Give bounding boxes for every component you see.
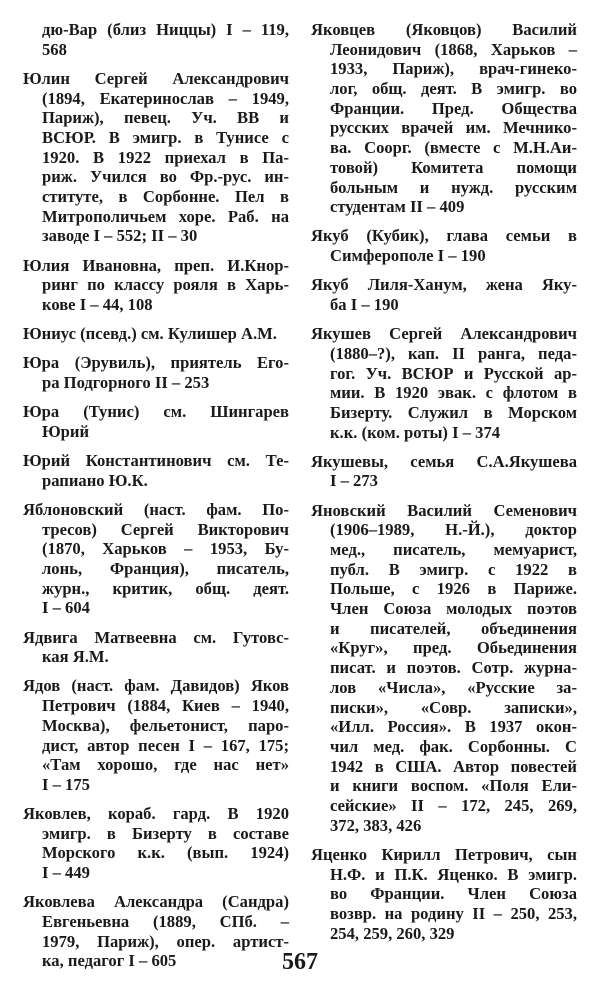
entry-line: I – 273 (330, 471, 378, 491)
entry-line: ва. Соорг. (вместе с М.Н.Аи- (330, 138, 577, 158)
entry-line: Юрий Константинович см. Те- (23, 451, 289, 471)
index-entry (23, 324, 289, 344)
index-entry (311, 501, 577, 836)
entry-line: лонь, Франция), писатель, (42, 559, 289, 578)
index-entry (311, 20, 577, 217)
index-entry (23, 402, 289, 441)
entry-line: Юлия Ивановна, преп. И.Кнор- (23, 255, 289, 275)
entry-line: во Франции. Член Союза (330, 884, 577, 904)
entry-line: I – 449 (42, 863, 90, 883)
entry-line: Симферополе I – 190 (330, 246, 486, 266)
entry-line: Юлин Сергей Александрович (23, 68, 289, 88)
entry-line: Москва), фельетонист, паро- (42, 715, 289, 735)
entry-line: Петрович (1884, Киев – 1940, (42, 696, 289, 716)
entry-line: Польше, с 1926 в Париже. (330, 579, 577, 599)
entry-line: ституте, в Сорбонне. Пел в (42, 187, 289, 206)
entry-line: 254, 259, 260, 329 (330, 923, 455, 943)
entry-line: риж. Учился во Фр.-рус. ин- (42, 167, 289, 187)
entry-line: 1920. В 1922 приехал в Па- (42, 147, 289, 167)
entry-line: 1979, Париж), опер. артист- (42, 931, 289, 951)
entry-line: ба I – 190 (330, 294, 399, 314)
entry-line: Яблоновский (наст. фам. По- (23, 499, 289, 519)
entry-line: 372, 383, 426 (330, 815, 422, 835)
entry-line: (1894, Екатеринослав – 1949, (42, 88, 289, 108)
entry-line: I – 604 (42, 598, 90, 618)
index-entry (311, 452, 577, 491)
entry-line: Ядвига Матвеевна см. Гутовс- (23, 627, 289, 647)
entry-line: Юра (Эрувиль), приятель Его- (23, 353, 289, 373)
entry-line: Юрий (42, 421, 90, 441)
entry-line: ра Подгорного II – 253 (42, 373, 210, 392)
entry-line: мед., писатель, мемуарист, (330, 540, 577, 559)
index-entry (23, 676, 289, 794)
index-entry (311, 845, 577, 943)
index-entry (23, 500, 289, 618)
entry-line: больным и нужд. русским (330, 177, 577, 197)
entry-line: тресов) Сергей Викторович (42, 519, 289, 539)
entry-line: «Там хорошо, где нас нет» (42, 755, 289, 775)
index-entry (311, 226, 577, 265)
entry-line: «Илл. Россия». В 1937 окон- (330, 717, 577, 737)
entry-line: Леонидович (1868, Харьков – (330, 39, 577, 59)
entry-line: Н.Ф. и П.К. Яценко. В эмигр. (330, 864, 577, 884)
entry-line: кове I – 44, 108 (42, 294, 153, 314)
entry-line: Член Союза молодых поэтов (330, 599, 577, 619)
entry-line: ВСЮР. В эмигр. в Тунисе с (42, 127, 289, 147)
entry-line: (1880–?), кап. II ранга, педа- (330, 343, 577, 363)
entry-line: I – 175 (42, 774, 90, 794)
entry-line: Яценко Кирилл Петрович, сын (311, 844, 577, 864)
entry-line: Митрополичьем хоре. Раб. на (42, 206, 289, 226)
entry-line: Яковлева Александра (Сандра) (23, 892, 289, 912)
entry-line: 1933, Париж), врач-гинеко- (330, 59, 577, 79)
page-number: 567 (282, 949, 318, 975)
entry-line: писат. и поэтов. Сотр. журна- (330, 658, 577, 678)
entry-line: Якуб (Кубик), глава семьи в (311, 226, 577, 246)
index-entry (23, 628, 289, 667)
index-entry (23, 451, 289, 490)
entry-line: рапиано Ю.К. (42, 470, 148, 490)
entry-line: русских врачей им. Мечнико- (330, 118, 577, 138)
left-column (23, 20, 289, 981)
entry-line: Юниус (псевд.) см. Кулишер А.М. (23, 324, 277, 344)
entry-line: писки», «Совр. записки», (330, 697, 577, 717)
entry-line: Ядов (наст. фам. Давидов) Яков (23, 676, 289, 696)
entry-line: Яновский Василий Семенович (311, 500, 577, 520)
entry-line: и книги воспом. «Поля Ели- (330, 776, 577, 796)
entry-line: лог, общ. деят. В эмигр. во (330, 79, 577, 99)
entry-line: Якуб Лиля-Ханум, жена Яку- (311, 275, 577, 295)
entry-line: Яковцев (Яковцов) Василий (311, 20, 577, 39)
entry-line: дист, автор песен I – 167, 175; (42, 735, 289, 755)
entry-line: «Круг», пред. Обьединения (330, 638, 577, 658)
entry-line: Бизерту. Служил в Морском (330, 402, 577, 422)
entry-line: лов «Числа», «Русские за- (330, 677, 577, 697)
index-entry (23, 20, 289, 59)
index-entry (311, 275, 577, 314)
entry-line: Якушев Сергей Александрович (311, 324, 577, 344)
entry-line: товой) Комитета помощи (330, 157, 577, 177)
entry-line: студентам II – 409 (330, 197, 465, 217)
right-column (311, 20, 577, 953)
entry-line: Юра (Тунис) см. Шингарев (23, 402, 289, 422)
entry-line: журн., критик, общ. деят. (42, 578, 289, 598)
entry-line: Морского к.к. (вып. 1924) (42, 843, 289, 863)
entry-line: публ. В эмигр. с 1922 в (330, 559, 577, 579)
index-entry (311, 324, 577, 442)
entry-line: Париж), певец. Уч. ВВ и (42, 108, 289, 128)
entry-line: заводе I – 552; II – 30 (42, 226, 198, 246)
index-entry (23, 804, 289, 883)
entry-line: (1906–1989, Н.-Й.), доктор (330, 520, 577, 540)
entry-line: (1870, Харьков – 1953, Бу- (42, 539, 289, 559)
entry-line: к.к. (ком. роты) I – 374 (330, 422, 501, 442)
entry-line: мии. В 1920 эвак. с флотом в (330, 383, 577, 403)
index-entry (23, 69, 289, 246)
entry-line: ринг по классу рояля в Харь- (42, 275, 289, 295)
entry-line: кая Я.М. (42, 647, 109, 667)
index-entry (23, 256, 289, 315)
entry-line: чил мед. фак. Сорбонны. С (330, 736, 577, 756)
entry-line: возвр. на родину II – 250, 253, (330, 903, 577, 923)
entry-line: эмигр. в Бизерту в составе (42, 823, 289, 843)
entry-line: дю-Вар (близ Ниццы) I – 119, (42, 20, 289, 39)
entry-line: 1942 в США. Автор повестей (330, 756, 577, 776)
index-entry (23, 353, 289, 392)
entry-line: и писателей, объединения (330, 618, 577, 638)
entry-line: ка, педагог I – 605 (42, 951, 177, 971)
entry-line: Якушевы, семья С.А.Якушева (311, 451, 577, 471)
entry-line: сейские» II – 172, 245, 269, (330, 795, 577, 815)
entry-line: 568 (42, 39, 67, 59)
entry-line: Евгеньевна (1889, СПб. – (42, 912, 289, 931)
entry-line: Яковлев, кораб. гард. В 1920 (23, 804, 289, 824)
entry-line: Франции. Пред. Общества (330, 98, 577, 118)
entry-line: гог. Уч. ВСЮР и Русской ар- (330, 363, 577, 383)
